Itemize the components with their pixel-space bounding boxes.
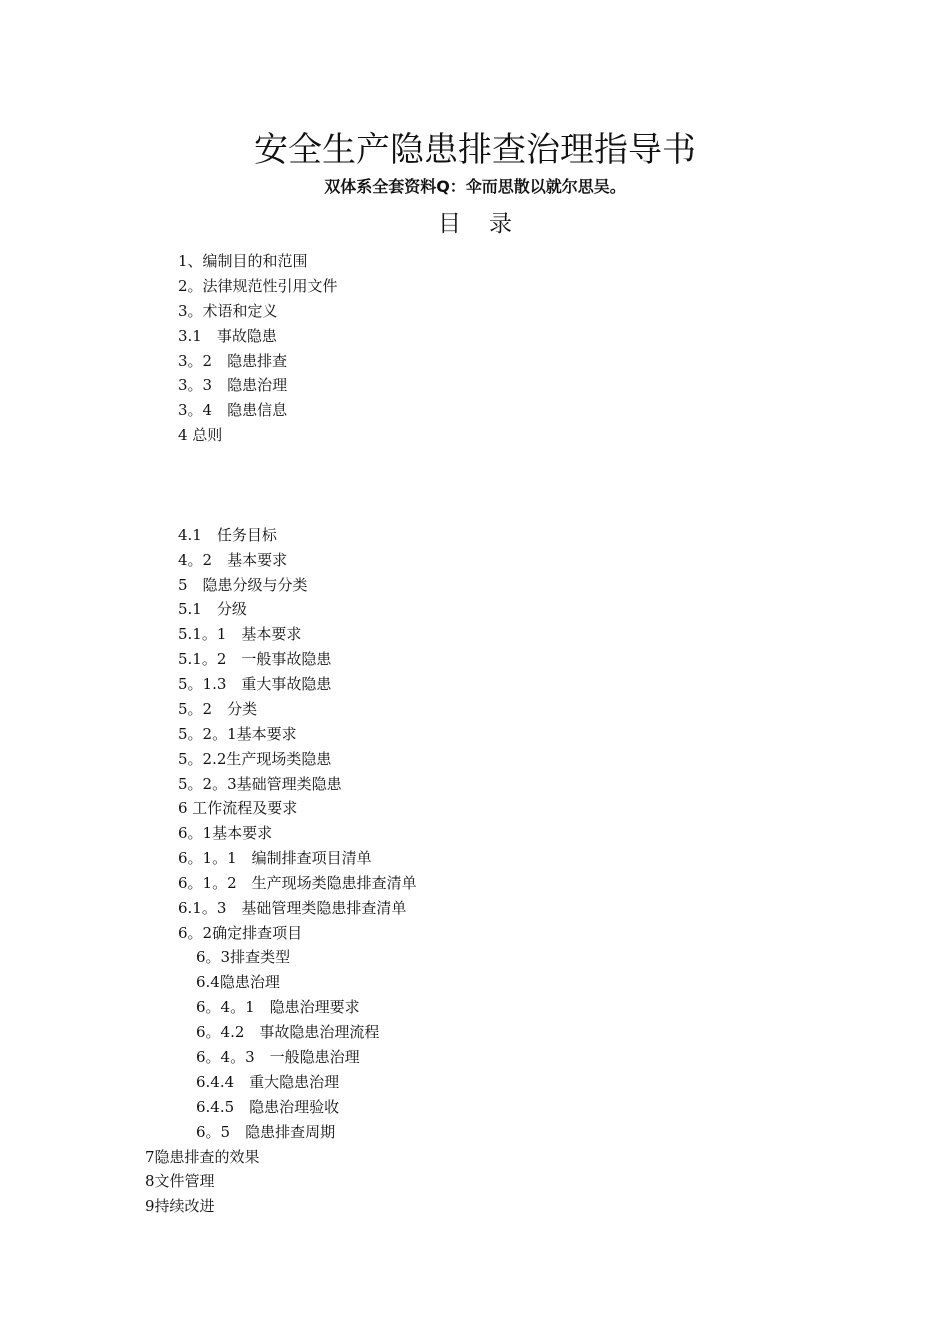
toc-item: 6。4。1 隐患治理要求 <box>196 998 360 1016</box>
toc-item: 6。5 隐患排查周期 <box>196 1123 336 1141</box>
toc-item: 6。1。2 生产现场类隐患排查清单 <box>178 874 417 892</box>
toc-item: 6。2确定排查项目 <box>178 924 303 942</box>
toc-item: 3.1 事故隐患 <box>178 327 277 345</box>
toc-item: 3。3 隐患治理 <box>178 376 288 394</box>
toc-item: 5。2。1基本要求 <box>178 725 297 743</box>
toc-item: 6。4.2 事故隐患治理流程 <box>196 1023 380 1041</box>
toc-item: 9持续改进 <box>145 1197 215 1215</box>
toc-item: 4。2 基本要求 <box>178 551 288 569</box>
toc-item: 6.4隐患治理 <box>196 973 280 991</box>
toc-item: 5。2.2生产现场类隐患 <box>178 750 332 768</box>
toc-item: 5.1 分级 <box>178 600 247 618</box>
toc-item: 5。2。3基础管理类隐患 <box>178 775 342 793</box>
toc-item: 6。1。1 编制排查项目清单 <box>178 849 372 867</box>
toc-item: 2。法律规范性引用文件 <box>178 277 338 295</box>
toc-item: 6.4.5 隐患治理验收 <box>196 1098 340 1116</box>
toc-item: 5 隐患分级与分类 <box>178 576 308 594</box>
toc-item: 5。1.3 重大事故隐患 <box>178 675 332 693</box>
toc-item: 4 总则 <box>178 426 223 444</box>
toc-item: 7隐患排查的效果 <box>145 1148 260 1166</box>
toc-item: 6。4。3 一般隐患治理 <box>196 1048 360 1066</box>
document-title: 安全生产隐患排查治理指导书 <box>254 130 696 170</box>
toc-item: 4.1 任务目标 <box>178 526 277 544</box>
toc-heading: 目录 <box>438 211 540 237</box>
toc-item: 3。4 隐患信息 <box>178 401 288 419</box>
toc-item: 6.1。3 基础管理类隐患排查清单 <box>178 899 407 917</box>
toc-item: 3。2 隐患排查 <box>178 352 288 370</box>
toc-item: 6。3排查类型 <box>196 948 291 966</box>
toc-item: 8文件管理 <box>145 1172 215 1190</box>
toc-item: 5.1。1 基本要求 <box>178 625 302 643</box>
document-subtitle: 双体系全套资料Q：伞而思散以就尔思吴。 <box>324 177 626 196</box>
toc-item: 5.1。2 一般事故隐患 <box>178 650 332 668</box>
toc-item: 5。2 分类 <box>178 700 258 718</box>
toc-item: 6 工作流程及要求 <box>178 799 298 817</box>
toc-item: 6。1基本要求 <box>178 824 273 842</box>
toc-item: 1、编制目的和范围 <box>178 252 308 270</box>
toc-item: 6.4.4 重大隐患治理 <box>196 1073 340 1091</box>
toc-item: 3。术语和定义 <box>178 302 278 320</box>
